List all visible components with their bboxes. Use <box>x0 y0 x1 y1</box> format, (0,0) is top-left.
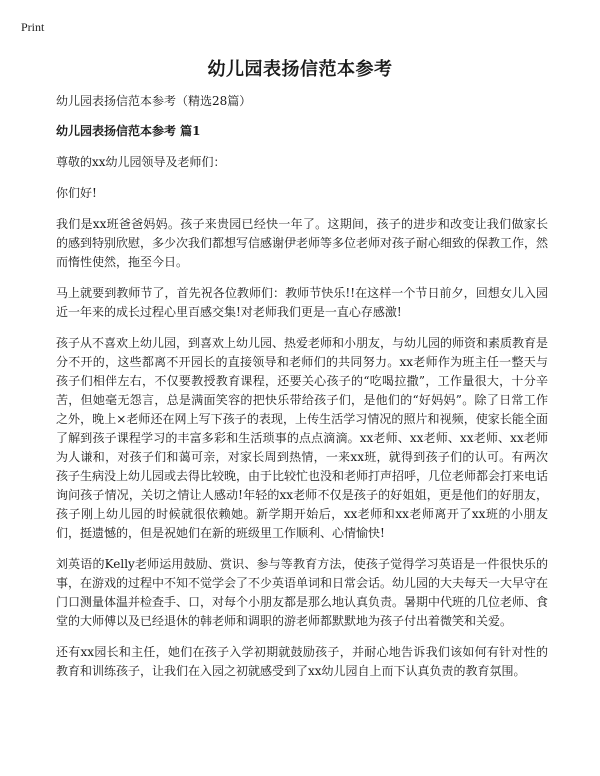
salutation: 尊敬的xx幼儿园领导及老师们： <box>56 155 226 169</box>
paragraph: 刘英语的Kelly老师运用鼓励、赏识、参与等教育方法，使孩子觉得学习英语是一件很快乐的事，在游戏的过程中不知不觉学会了不少英语单词和日常会话。幼儿园的大夫每天一大早守在门口测量体温并检查手、口，对每个小朋友都是那么地认真负责。暑期中代班的几位老师、食堂的大师傅以及已经退休的韩老师和调职的游老师都默默地为孩子付出着微笑和关爱。 <box>56 557 549 628</box>
document-body <box>56 92 548 693</box>
document-subtitle: 幼儿园表扬信范本参考（精选28篇） <box>56 94 252 108</box>
paragraph: 还有xx园长和主任，她们在孩子入学初期就鼓励孩子，并耐心地告诉我们该如何有针对性的教育和训练孩子，让我们在入园之初就感受到了xx幼儿园自上而下认真负责的教育氛围。 <box>56 645 548 678</box>
print-link[interactable]: Print <box>21 20 45 34</box>
paragraph: 马上就要到教师节了，首先祝各位教师们：教师节快乐!!在这样一个节日前夕，回想女儿入园近一年来的成长过程心里百感交集!对老师我们更是一直心存感激! <box>56 286 548 319</box>
greeting: 你们好! <box>56 186 97 200</box>
paragraph: 孩子从不喜欢上幼儿园，到喜欢上幼儿园、热爱老师和小朋友，与幼儿园的师资和素质教育是分不开的，这些都离不开园长的直接领导和老师们的共同努力。xx老师作为班主任一整天与孩子们相伴左右，不仅要教授教育课程，还要关心孩子的“吃喝拉撒”，工作量很大，十分辛苦，但她毫无怨言，总是满面笑容的把快乐带给孩子们，是他们的“好妈妈”。除了日常工作之外，晚上×老师还在网上写下孩子的表现，上传生活学习情况的照片和视频，使家长能全面了解到孩子课程学习的丰富多彩和生活琐事的点点滴滴。xx老师、xx老师、xx老师、xx老师为人谦和，对孩子们和蔼可亲，对家长周到热情，一来xx班，就得到孩子们的认可。有两次孩子生病没上幼儿园或去得比较晚，由于比较忙也没和老师打声招呼，几位老师都会打来电话询问孩子情况，关切之情让人感动!年轻的xx老师不仅是孩子的好姐姐，更是他们的好朋友，孩子刚上幼儿园的时候就很依赖她。新学期开始后，xx老师和xx老师离开了xx班的小朋友们，挺遗憾的，但是祝她们在新的班级里工作顺利、心情愉快! <box>56 336 549 540</box>
paragraph: 我们是xx班爸爸妈妈。孩子来贵园已经快一年了。这期间，孩子的进步和改变让我们做家长的感到特别欣慰，多少次我们都想写信感谢伊老师等多位老师对孩子耐心细致的保教工作，然而惰性使然，拖至今日。 <box>56 217 549 269</box>
section-heading: 幼儿园表扬信范本参考 篇1 <box>56 124 201 138</box>
page-title: 幼儿园表扬信范本参考 <box>207 59 393 80</box>
